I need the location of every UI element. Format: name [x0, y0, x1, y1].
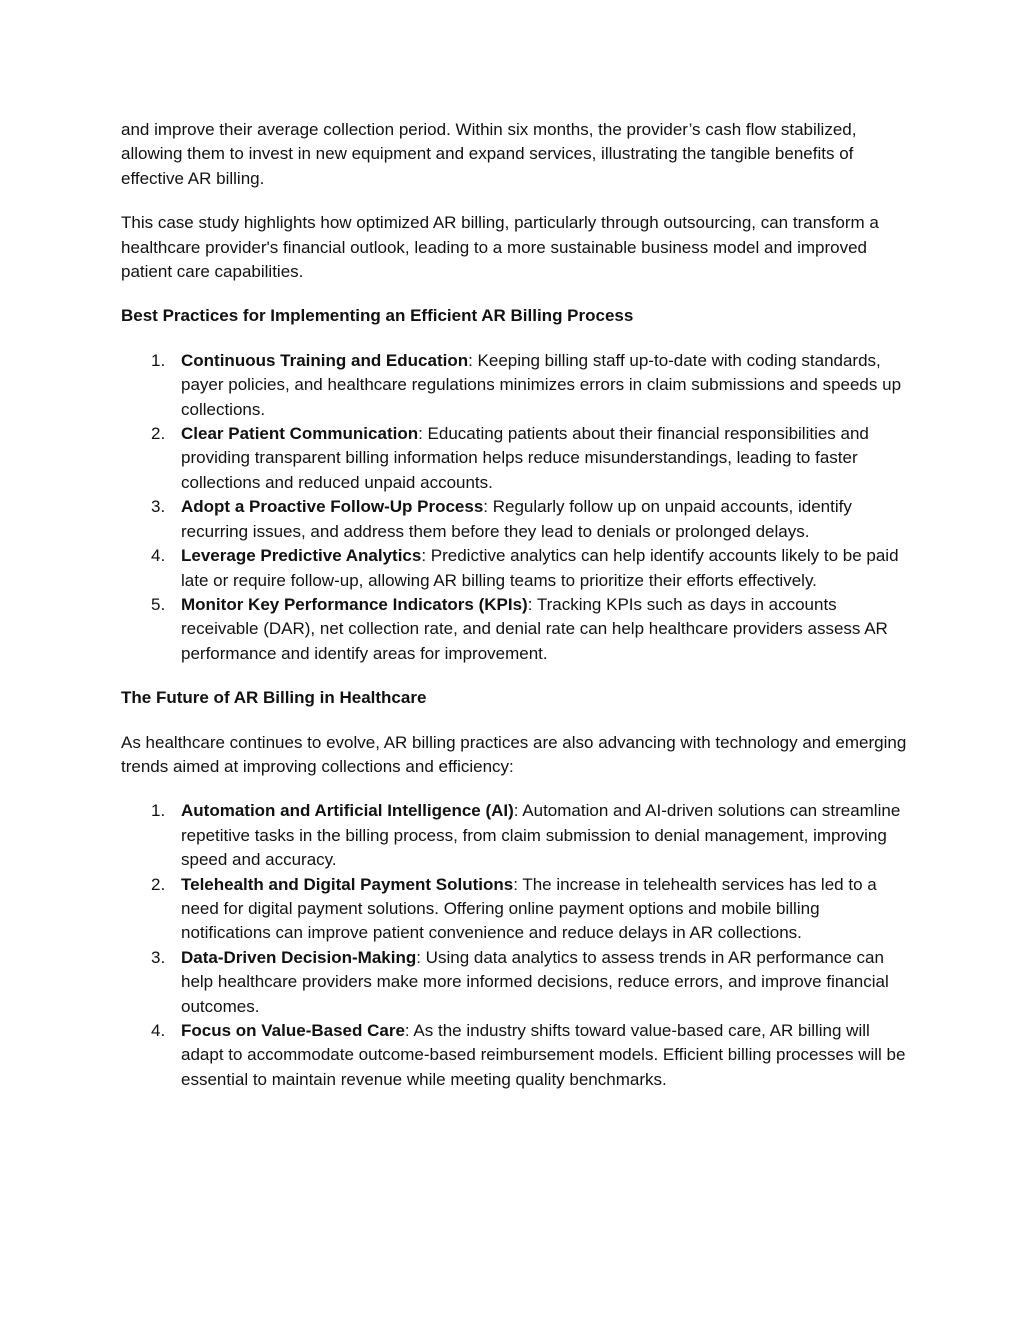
- list-item-text: : Automation and AI-driven solutions can streamline repetitive tasks in the billing process, from claim submission to denial management, improving speed and accuracy.: [181, 801, 901, 870]
- list-item-number: 3.: [151, 947, 166, 967]
- list-item-term: Focus on Value-Based Care: [181, 1021, 405, 1040]
- list-item-number: 4.: [151, 1021, 166, 1040]
- list-item-text: : As the industry shifts toward value-based care, AR billing will adapt to accommodate outcome-based reimbursement models. Efficient billing processes will be essential to maintain revenue while meeting quality benchmarks.: [181, 1021, 906, 1089]
- list-item-text: : Tracking KPIs such as days in accounts receivable (DAR), net collection rate, and denial rate can help healthcare providers assess AR performance and identify areas for improvement.: [181, 594, 888, 663]
- list-item-text: : Educating patients about their financial responsibilities and providing transparent billing information helps reduce misunderstandings, leading to faster collections and reduced unpaid accounts.: [181, 424, 869, 492]
- list-item-number: 2.: [151, 424, 166, 444]
- list-item-term: Continuous Training and Education: [181, 350, 469, 370]
- best-practices-heading: Best Practices for Implementing an Efficient AR Billing Process: [121, 306, 634, 326]
- list-item-text: : The increase in telehealth services has led to a need for digital payment solutions. Offering online payment options and mobile billing notifications can improve patient convenience and reduce delays in AR collections.: [181, 874, 877, 943]
- list-item-text: : Regularly follow up on unpaid accounts, identify recurring issues, and address them before they lead to denials or prolonged delays.: [181, 497, 852, 541]
- list-item-number: 3.: [151, 497, 166, 517]
- intro-continuation-paragraph: and improve their average collection period. Within six months, the provider’s cash flow stabilized, allowing them to invest in new equipment and expand services, illustrating the tangible benefits of effective AR billing.: [121, 120, 857, 188]
- list-item-number: 1.: [151, 350, 166, 370]
- list-item-term: Clear Patient Communication: [181, 424, 419, 444]
- list-item: [151, 946, 911, 1019]
- list-item: [151, 1019, 911, 1092]
- list-item-term: Data-Driven Decision-Making: [181, 947, 417, 967]
- list-item-number: 5.: [151, 594, 166, 614]
- list-item-term: Automation and Artificial Intelligence (AI): [181, 801, 514, 821]
- list-item-number: 1.: [151, 801, 166, 821]
- list-item: [151, 799, 911, 872]
- future-intro-paragraph: As healthcare continues to evolve, AR billing practices are also advancing with technology and emerging trends aimed at improving collections and efficiency:: [121, 732, 907, 776]
- future-heading: The Future of AR Billing in Healthcare: [121, 688, 427, 708]
- list-item-text: : Keeping billing staff up-to-date with coding standards, payer policies, and healthcare regulations minimizes errors in claim submissions and speeds up collections.: [181, 350, 902, 419]
- list-item-number: 2.: [151, 874, 166, 894]
- best-practices-list: [121, 349, 911, 666]
- list-item-term: Telehealth and Digital Payment Solutions: [181, 874, 514, 894]
- list-item-text: : Predictive analytics can help identify accounts likely to be paid late or require follow-up, allowing AR billing teams to prioritize their efforts effectively.: [181, 546, 899, 590]
- list-item: [151, 593, 911, 666]
- list-item: [151, 422, 911, 495]
- list-item-term: Adopt a Proactive Follow-Up Process: [181, 497, 484, 517]
- list-item: [151, 349, 911, 422]
- document-page: [121, 118, 911, 1112]
- future-trends-list: [121, 799, 911, 1092]
- list-item: [151, 495, 911, 544]
- list-item-term: Monitor Key Performance Indicators (KPIs): [181, 594, 528, 614]
- list-item-number: 4.: [151, 546, 166, 566]
- list-item: [151, 544, 911, 593]
- list-item: [151, 873, 911, 946]
- list-item-term: Leverage Predictive Analytics: [181, 546, 422, 566]
- list-item-text: : Using data analytics to assess trends in AR performance can help healthcare providers make more informed decisions, reduce errors, and improve financial outcomes.: [181, 947, 889, 1016]
- case-study-summary-paragraph: This case study highlights how optimized AR billing, particularly through outsourcing, can transform a healthcare provider's financial outlook, leading to a more sustainable business model and improved patient care capabilities.: [121, 213, 879, 282]
